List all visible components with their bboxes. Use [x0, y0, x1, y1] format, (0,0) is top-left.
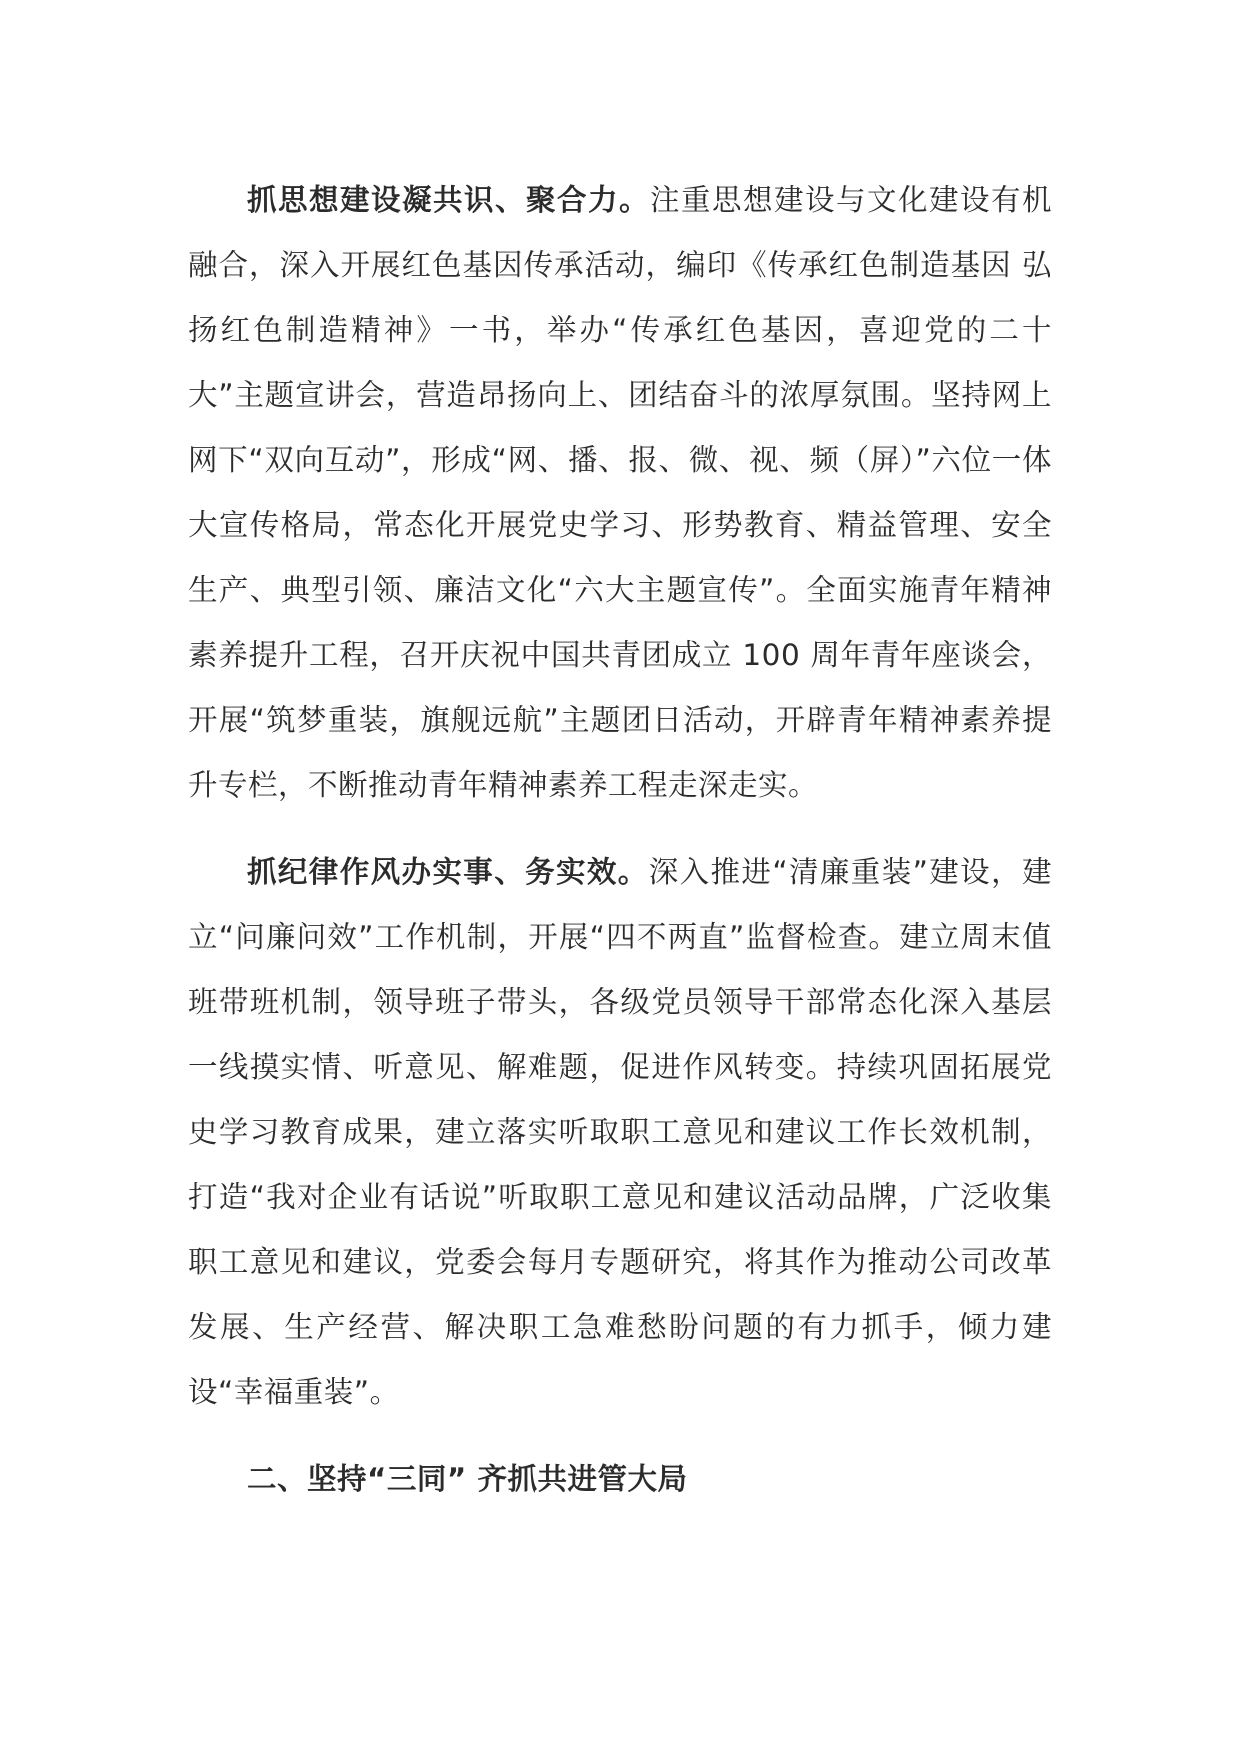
paragraph-discipline [188, 840, 1052, 1425]
paragraph-heading: 抓思想建设凝共识、聚合力。 [247, 183, 650, 217]
paragraph-body: 深入推进“清廉重装”建设，建立“问廉问效”工作机制，开展“四不两直”监督检查。建立周末值班带班机制，领导班子带头，各级党员领导干部常态化深入基层一线摸实情、听意见、解难题，促进作风转变。持续巩固拓展党史学习教育成果，建立落实听取职工意见和建议工作长效机制，打造“我对企业有话说”听取职工意见和建议活动品牌，广泛收集职工意见和建议，党委会每月专题研究，将其作为推动公司改革发展、生产经营、解决职工急难愁盼问题的有力抓手，倾力建设“幸福重装”。 [188, 855, 1052, 1409]
section-heading: 二、坚持“三同” 齐抓共进管大局 [247, 1462, 688, 1496]
paragraph-heading: 抓纪律作风办实事、务实效。 [247, 855, 649, 889]
paragraph-body: 注重思想建设与文化建设有机融合，深入开展红色基因传承活动，编印《传承红色制造基因 弘扬红色制造精神》一书，举办“传承红色基因，喜迎党的二十大”主题宣讲会，营造昂扬向上、团结奋斗的浓厚氛围。坚持网上网下“双向互动”，形成“网、播、报、微、视、频（屏）”六位一体大宣传格局，常态化开展党史学习、形势教育、精益管理、安全生产、典型引领、廉洁文化“六大主题宣传”。全面实施青年精神素养提升工程，召开庆祝中国共青团成立 100 周年青年座谈会，开展“筑梦重装，旗舰远航”主题团日活动，开辟青年精神素养提升专栏，不断推动青年精神素养工程走深走实。 [188, 183, 1052, 802]
document-page [188, 168, 1052, 1512]
paragraph-ideology [188, 168, 1052, 818]
